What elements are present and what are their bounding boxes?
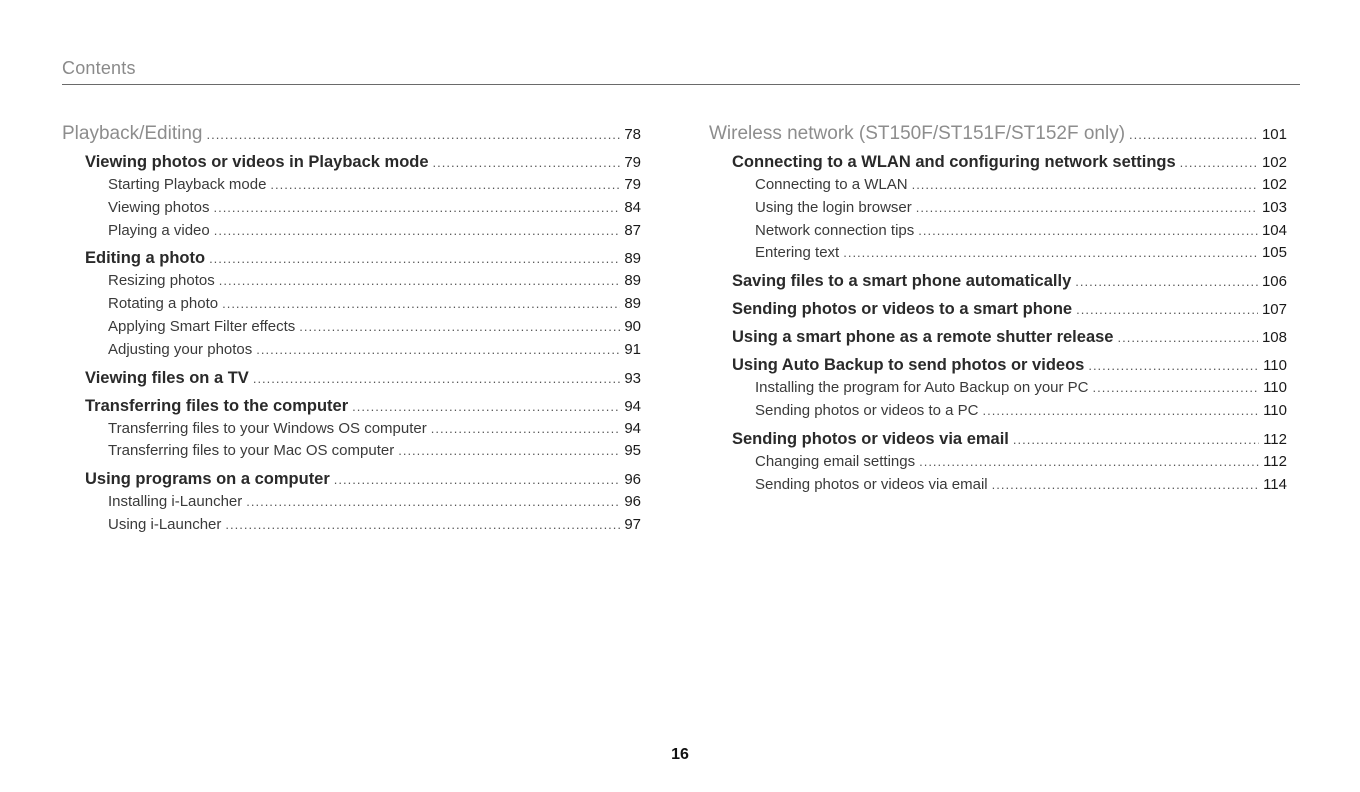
toc-item[interactable] — [709, 222, 1287, 245]
toc-item[interactable] — [709, 199, 1287, 222]
toc-item-page-number: 104 — [1261, 221, 1287, 239]
toc-item-title: Entering text — [755, 244, 840, 262]
toc-section[interactable] — [62, 470, 641, 493]
toc-section[interactable] — [709, 356, 1287, 379]
toc-item[interactable] — [709, 402, 1287, 425]
toc-item-page-number: 89 — [624, 272, 641, 290]
dot-leader — [916, 200, 1258, 215]
dot-leader — [209, 251, 620, 266]
toc-item-page-number: 102 — [1261, 176, 1287, 193]
toc-section[interactable] — [709, 328, 1287, 351]
toc-item-title: Network connection tips — [755, 221, 915, 239]
toc-section-title: Using a smart phone as a remote shutter release — [732, 328, 1114, 347]
toc-item[interactable] — [62, 341, 641, 364]
dot-leader — [270, 177, 620, 192]
toc-section-title: Viewing files on a TV — [85, 368, 249, 387]
toc-item-page-number: 91 — [624, 340, 641, 358]
toc-item-page-number: 110 — [1263, 379, 1287, 397]
toc-item-title: Transferring files to your Windows OS computer — [108, 419, 427, 437]
toc-chapter[interactable] — [62, 123, 641, 148]
page-header-title: Contents — [62, 58, 136, 78]
toc-chapter[interactable] — [709, 123, 1287, 148]
toc-section-page-number: 94 — [624, 397, 641, 415]
toc-section-page-number: 89 — [624, 250, 641, 268]
toc-item-page-number: 96 — [624, 493, 641, 511]
toc-section-page-number: 102 — [1261, 154, 1287, 171]
dot-leader — [222, 296, 620, 311]
dot-leader — [912, 177, 1258, 192]
toc-item-title: Playing a video — [108, 221, 210, 239]
toc-item-title: Transferring files to your Mac OS computer — [108, 442, 395, 460]
toc-item[interactable] — [62, 442, 641, 465]
toc-section[interactable] — [62, 249, 641, 272]
toc-section-page-number: 110 — [1263, 357, 1287, 375]
dot-leader — [919, 454, 1259, 469]
toc-item-page-number: 103 — [1261, 198, 1287, 216]
dot-leader — [334, 472, 621, 487]
dot-leader — [1076, 302, 1258, 317]
toc-item[interactable] — [62, 318, 641, 341]
toc-section[interactable] — [709, 272, 1287, 295]
dot-leader — [256, 342, 620, 357]
dot-leader — [225, 517, 620, 532]
toc-item[interactable] — [709, 379, 1287, 402]
toc-item-title: Applying Smart Filter effects — [108, 317, 296, 335]
toc-item-title: Sending photos or videos to a PC — [755, 401, 979, 419]
toc-item-page-number: 79 — [624, 176, 641, 193]
toc-item-title: Rotating a photo — [108, 295, 219, 313]
dot-leader — [843, 245, 1258, 260]
toc-item-title: Starting Playback mode — [108, 176, 267, 193]
toc-item[interactable] — [62, 420, 641, 443]
toc-item-page-number: 87 — [624, 221, 641, 239]
dot-leader — [246, 494, 620, 509]
toc-section-title: Using programs on a computer — [85, 470, 330, 489]
toc-section[interactable] — [62, 369, 641, 392]
toc-item-page-number: 94 — [624, 419, 641, 437]
toc-section-title: Transferring files to the computer — [85, 396, 349, 415]
toc-item-page-number: 114 — [1263, 475, 1287, 493]
header-divider — [62, 84, 1300, 85]
dot-leader — [213, 200, 620, 215]
dot-leader — [918, 223, 1258, 238]
toc-item[interactable] — [62, 493, 641, 516]
page-number: 16 — [671, 746, 689, 763]
toc-item[interactable] — [62, 222, 641, 245]
toc-section-title: Connecting to a WLAN and configuring network settings — [732, 153, 1176, 171]
dot-leader — [219, 273, 621, 288]
toc-section[interactable] — [709, 300, 1287, 323]
toc-item[interactable] — [709, 176, 1287, 199]
toc-section-title: Sending photos or videos to a smart phone — [732, 300, 1073, 319]
toc-item-title: Resizing photos — [108, 272, 215, 290]
toc-item-page-number: 112 — [1263, 452, 1287, 470]
toc-item-page-number: 90 — [624, 317, 641, 335]
toc-section-page-number: 93 — [624, 369, 641, 387]
toc-item-title: Using the login browser — [755, 198, 912, 216]
dot-leader — [433, 155, 621, 170]
dot-leader — [992, 477, 1259, 492]
toc-section-page-number: 96 — [624, 471, 641, 489]
dot-leader — [1088, 358, 1259, 373]
dot-leader — [982, 403, 1259, 418]
toc-section-page-number: 108 — [1261, 329, 1287, 347]
dot-leader — [1093, 380, 1260, 395]
toc-item-title: Using i-Launcher — [108, 515, 222, 533]
toc-item[interactable] — [62, 176, 641, 199]
dot-leader — [1129, 127, 1258, 142]
toc-item[interactable] — [62, 516, 641, 539]
toc-section-title: Using Auto Backup to send photos or videos — [732, 356, 1085, 375]
toc-item-page-number: 97 — [624, 515, 641, 533]
toc-section-page-number: 106 — [1261, 273, 1287, 291]
toc-column-right — [709, 123, 1287, 498]
toc-chapter-page-number: 101 — [1261, 126, 1287, 143]
toc-section-title: Viewing photos or videos in Playback mode — [85, 153, 429, 171]
toc-item[interactable] — [62, 272, 641, 295]
dot-leader — [299, 319, 620, 334]
toc-item[interactable] — [709, 476, 1287, 499]
toc-item-title: Adjusting your photos — [108, 340, 253, 358]
dot-leader — [1075, 274, 1258, 289]
dot-leader — [398, 443, 620, 458]
toc-section-page-number: 107 — [1261, 301, 1287, 319]
toc-item-title: Connecting to a WLAN — [755, 176, 908, 193]
toc-section-page-number: 112 — [1263, 430, 1287, 448]
toc-item-page-number: 95 — [624, 442, 641, 460]
dot-leader — [431, 421, 621, 436]
toc-section[interactable] — [62, 397, 641, 420]
toc-column-left — [62, 123, 641, 539]
toc-item[interactable] — [709, 453, 1287, 476]
toc-item-page-number: 89 — [624, 295, 641, 313]
toc-section-title: Saving files to a smart phone automatically — [732, 272, 1072, 291]
dot-leader — [1117, 330, 1257, 345]
toc-chapter-title: Wireless network (ST150F/ST151F/ST152F only) — [709, 123, 1126, 144]
dot-leader — [352, 399, 620, 414]
toc-section-title: Sending photos or videos via email — [732, 429, 1009, 448]
toc-section-page-number: 79 — [624, 154, 641, 171]
toc-chapter-title: Playback/Editing — [62, 123, 203, 144]
toc-section[interactable] — [709, 430, 1287, 453]
toc-item[interactable] — [62, 295, 641, 318]
toc-item-title: Installing i-Launcher — [108, 493, 243, 511]
dot-leader — [253, 371, 620, 386]
toc-section-title: Editing a photo — [85, 249, 206, 268]
toc-section[interactable] — [62, 153, 641, 176]
toc-chapter-page-number: 78 — [624, 126, 641, 143]
dot-leader — [1013, 432, 1259, 447]
toc-item[interactable] — [62, 199, 641, 222]
toc-item-title: Changing email settings — [755, 452, 916, 470]
toc-item-page-number: 105 — [1261, 244, 1287, 262]
toc-item-title: Sending photos or videos via email — [755, 475, 988, 493]
toc-item-page-number: 110 — [1263, 401, 1287, 419]
toc-item-page-number: 84 — [624, 198, 641, 216]
toc-item-title: Viewing photos — [108, 198, 210, 216]
toc-item[interactable] — [709, 244, 1287, 267]
toc-item-title: Installing the program for Auto Backup on your PC — [755, 379, 1089, 397]
dot-leader — [206, 127, 620, 142]
dot-leader — [214, 223, 621, 238]
dot-leader — [1180, 155, 1258, 170]
toc-section[interactable] — [709, 153, 1287, 176]
